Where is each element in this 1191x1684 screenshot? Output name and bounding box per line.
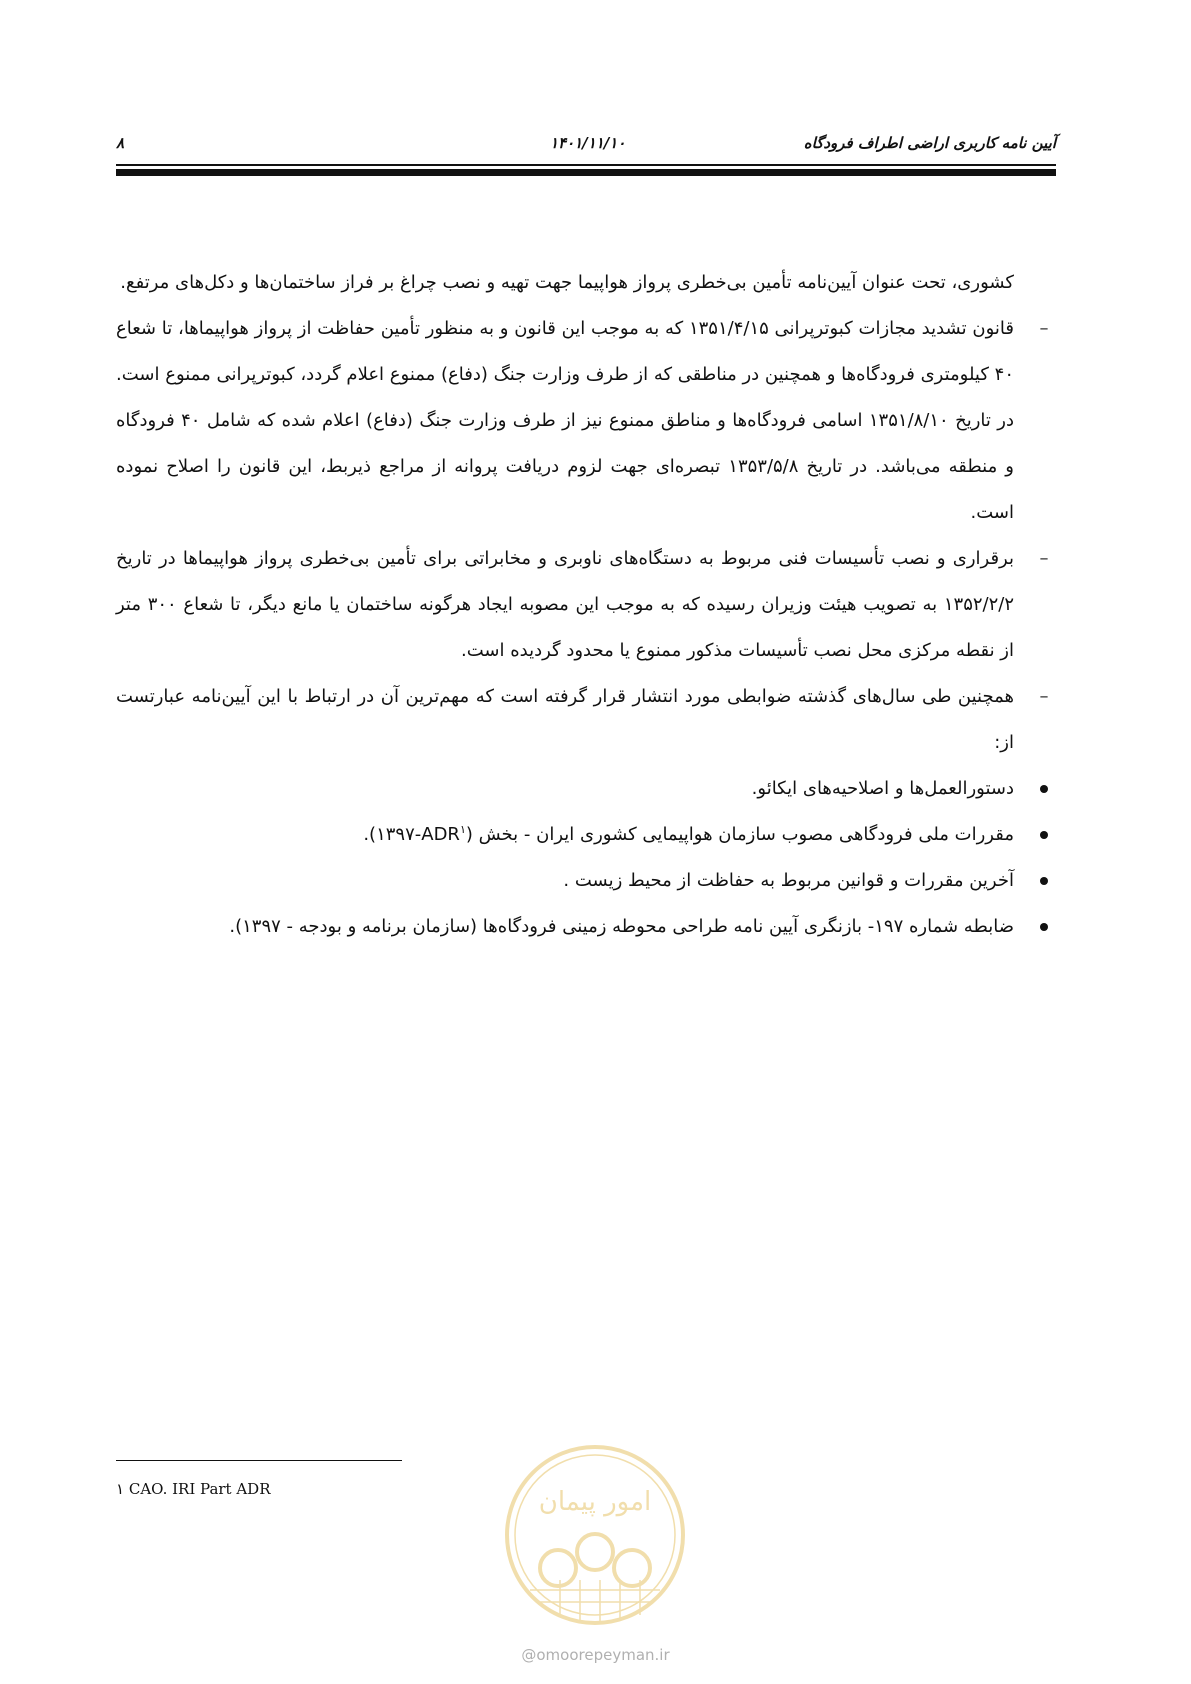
logo-text: امور پیمان [538,1487,652,1517]
bullet-dot [1040,877,1048,885]
footnote-text: CAO. IRI Part ADR [128,1480,271,1498]
document-title: آیین نامه کاربری اراضی اطراف فرودگاه [803,134,1056,152]
bullet-item [116,766,1056,812]
bullet-dot [1040,831,1048,839]
dash-marker: – [1039,686,1049,707]
list-item [116,536,1056,674]
page-header [116,126,1056,166]
list-item-text: برقراری و نصب تأسیسات فنی مربوط به دستگاه‌های ناوبری و مخابراتی برای تأمین بی‌خطری پرواز هواپیماها در تاریخ ۱۳۵۲/۲/۲ به تصویب هیئت وزیران رسیده که به موجب این مصوبه ایجاد هرگونه ساختمان یا مانع دیگر، تا شعاع ۳۰۰ متر از نقطه مرکزی محل نصب تأسیسات مذکور ممنوع یا محدود گردیده است. [116,548,1014,661]
bullet-text: ضابطه شماره ۱۹۷- بازنگری آیین نامه طراحی محوطه زمینی فرودگاه‌ها (سازمان برنامه و بودجه - ۱۳۹۷). [229,916,1014,937]
bullet-dot [1040,923,1048,931]
footnote-ref[interactable]: ۱ [459,823,466,836]
bullet-item [116,812,1056,858]
bullet-text: آخرین مقررات و قوانین مربوط به حفاظت از محیط زیست . [563,870,1014,891]
watermark-url [0,1646,1191,1664]
bullet-text: مقررات ملی فرودگاهی مصوب سازمان هواپیمایی کشوری ایران - بخش ( [465,824,1014,845]
watermark-text: omoorepeyman.ir [536,1646,670,1664]
header-rule-thin [116,164,1056,166]
regulation-code [421,824,466,845]
list-item-text: قانون تشدید مجازات کبوترپرانی ۱۳۵۱/۴/۱۵ که به موجب این قانون و به منظور تأمین حفاظت از پرواز هواپیماها، تا شعاع ۴۰ کیلومتری فرودگاه‌ها و همچنین در مناطقی که از طرف وزارت جنگ (دفاع) ممنوع اعلام گردد، کبوترپرانی ممنوع است. در تاریخ ۱۳۵۱/۸/۱۰ اسامی فرودگاه‌ها و مناطق ممنوع نیز از طرف وزارت جنگ (دفاع) اعلام شده که شامل ۴۰ فرودگاه و منطقه می‌باشد. در تاریخ ۱۳۵۳/۵/۸ تبصره‌ای جهت لزوم دریافت پروانه از مراجع ذیربط، این قانون را اصلاح نموده است. [116,318,1014,523]
list-item [116,306,1056,536]
header-rule-thick [116,169,1056,176]
bullet-text-end: -۱۳۹۷). [363,824,422,845]
list-item [116,674,1056,766]
footnote-rule [116,1460,402,1461]
dash-marker: – [1039,548,1049,569]
at-icon: @ [521,1646,537,1664]
regulation-code-text: ADR [421,824,460,845]
dash-marker: – [1039,318,1049,339]
bullet-text: دستورالعمل‌ها و اصلاحیه‌های ایکائو. [751,778,1014,799]
gear-stamp-logo-icon [500,1440,690,1630]
intro-paragraph: کشوری، تحت عنوان آیین‌نامه تأمین بی‌خطری پرواز هواپیما جهت تهیه و نصب چراغ بر فراز ساختمان‌ها و دکل‌های مرتفع. [120,272,1014,293]
bullet-item [116,904,1056,950]
footnote [116,1480,271,1498]
list-item-text: همچنین طی سال‌های گذشته ضوابطی مورد انتشار قرار گرفته است که مهم‌ترین آن در ارتباط با این آیین‌نامه عبارتست از: [116,686,1014,753]
bullet-item [116,858,1056,904]
bullet-dot [1040,785,1048,793]
document-body [116,260,1056,950]
footnote-number: ۱ [116,1480,125,1498]
document-date: ۱۴۰۱/۱۱/۱۰ [550,134,626,152]
page-number: ۸ [116,134,125,152]
